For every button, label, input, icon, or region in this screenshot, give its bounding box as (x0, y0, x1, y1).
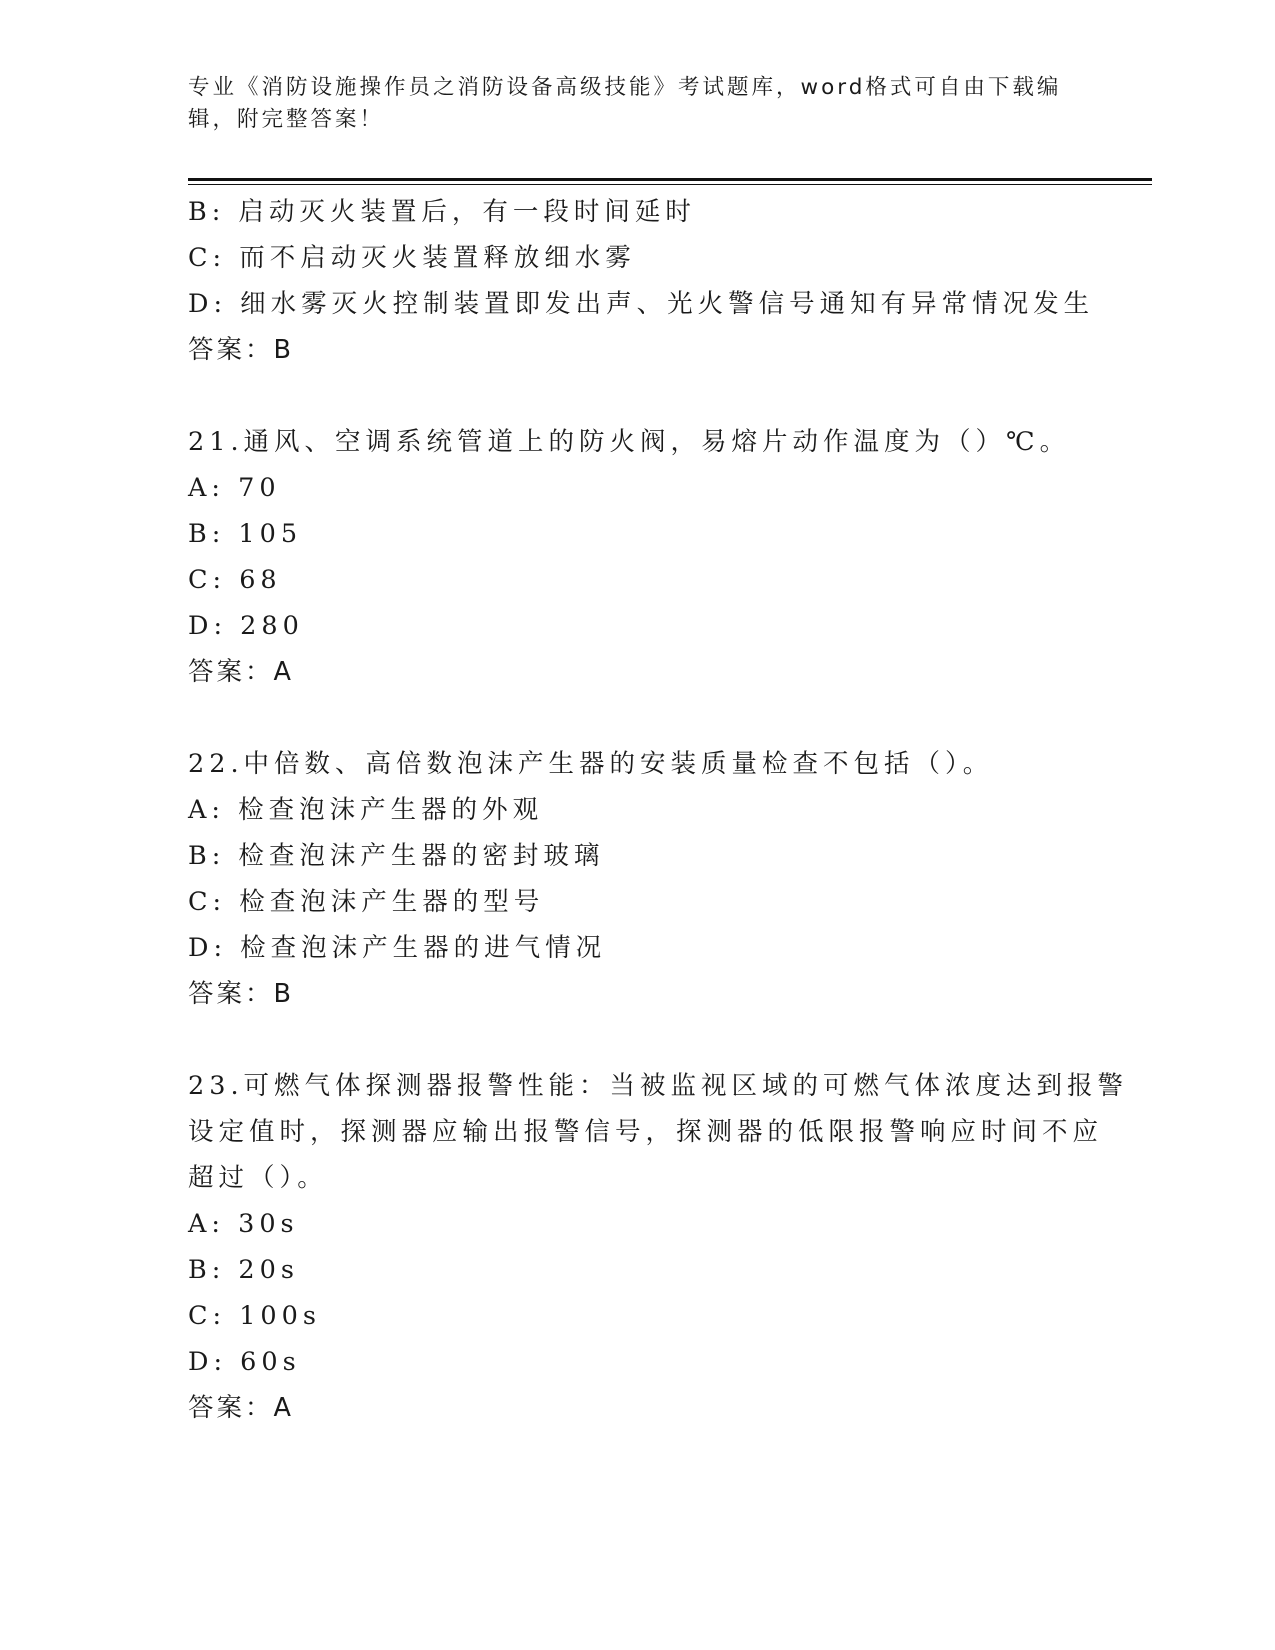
option-c: C: 而不启动灭火装置释放细水雾 (188, 243, 636, 273)
answer: 答案：A (188, 1393, 294, 1423)
option-b: B: 启动灭火装置后，有一段时间延时 (188, 197, 696, 227)
question-block-22 (188, 741, 1088, 1017)
option-d: D: 60s (188, 1347, 301, 1377)
option-b: B: 检查泡沫产生器的密封玻璃 (188, 841, 605, 871)
question-list (188, 189, 1129, 1431)
option-d: D: 细水雾灭火控制装置即发出声、光火警信号通知有异常情况发生 (188, 289, 1095, 319)
header-divider-thin (188, 184, 1152, 185)
option-b: B: 20s (188, 1255, 299, 1285)
question-block-prev (188, 189, 1095, 373)
question-block-21 (188, 419, 1088, 695)
option-c: C: 100s (188, 1301, 321, 1331)
option-c: C: 68 (188, 565, 282, 595)
option-a: A: 检查泡沫产生器的外观 (188, 795, 544, 825)
question-text-line-1: 23.可燃气体探测器报警性能：当被监视区域的可燃气体浓度达到报警 (188, 1071, 1129, 1101)
question-block-23 (188, 1063, 1129, 1431)
header-divider (188, 178, 1152, 181)
question-text: 22.中倍数、高倍数泡沫产生器的安装质量检查不包括（）。 (188, 749, 994, 779)
option-c: C: 检查泡沫产生器的型号 (188, 887, 545, 917)
option-a: A: 30s (188, 1209, 299, 1239)
answer: 答案：B (188, 335, 294, 365)
answer: 答案：B (188, 979, 294, 1009)
option-d: D: 280 (188, 611, 304, 641)
option-d: D: 检查泡沫产生器的进气情况 (188, 933, 607, 963)
option-b: B: 105 (188, 519, 303, 549)
option-a: A: 70 (188, 473, 281, 503)
document-header: 专业《消防设施操作员之消防设备高级技能》考试题库，word格式可自由下载编辑，附完整答案！ (188, 75, 1062, 132)
question-text: 21.通风、空调系统管道上的防火阀，易熔片动作温度为（）℃。 (188, 427, 1071, 457)
question-text-line-3: 超过（）。 (188, 1163, 328, 1193)
answer: 答案：A (188, 657, 294, 687)
question-text-line-2: 设定值时，探测器应输出报警信号，探测器的低限报警响应时间不应 (188, 1117, 1104, 1147)
